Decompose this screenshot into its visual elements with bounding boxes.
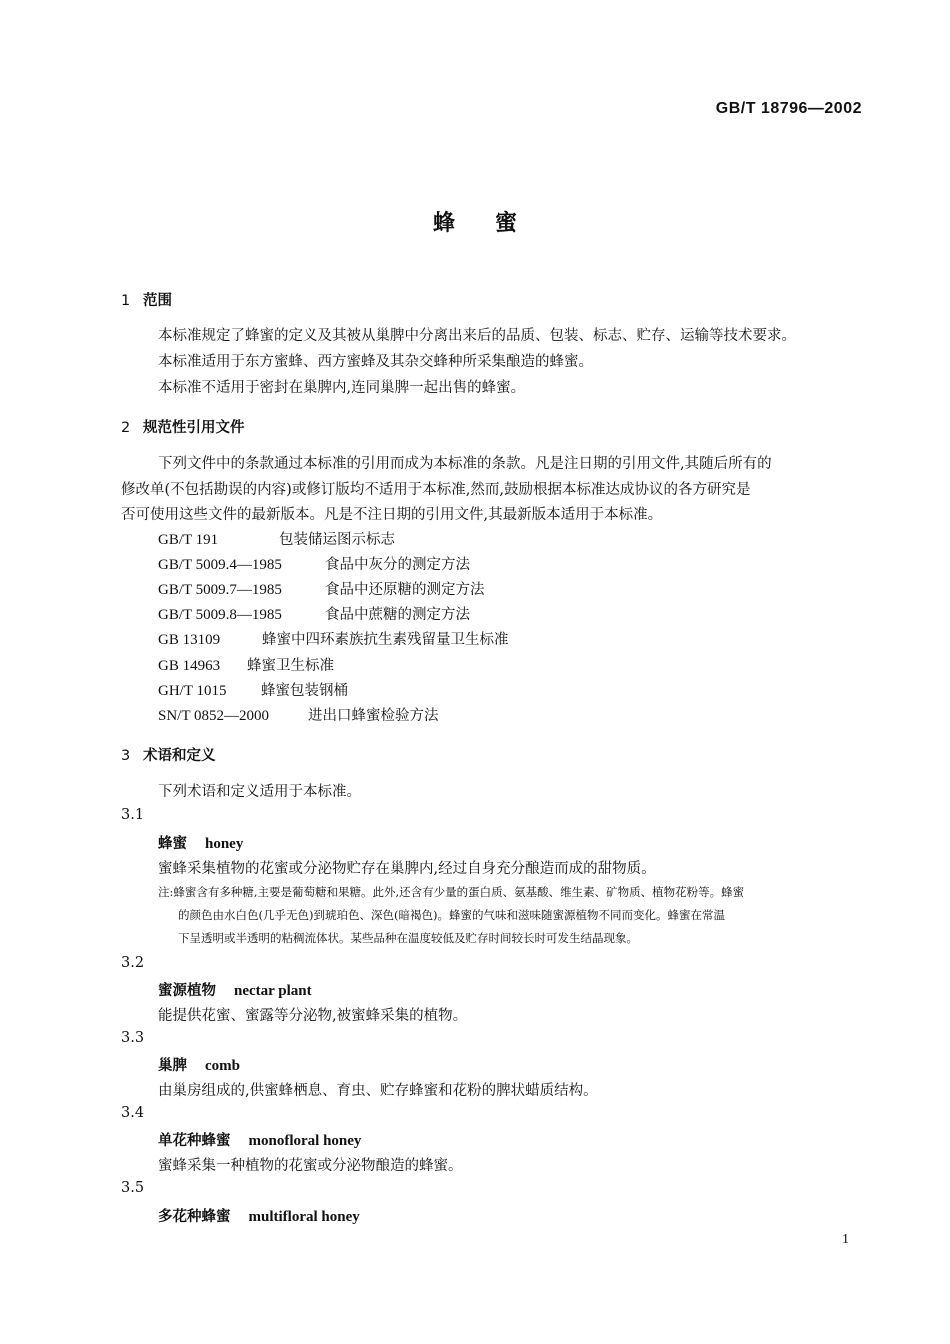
reference-code: GB 14963 <box>158 658 221 674</box>
reference-code: GB/T 5009.8—1985 <box>158 607 282 623</box>
term-zh: 蜂蜜 <box>158 836 187 852</box>
term-definition: 能提供花蜜、蜜露等分泌物,被蜜蜂采集的植物。 <box>158 1008 468 1024</box>
section-title: 术语和定义 <box>143 748 216 764</box>
reference-code: GB 13109 <box>158 632 221 648</box>
reference-code: GB/T 191 <box>158 532 219 548</box>
section-title: 范围 <box>143 293 172 309</box>
term-zh: 单花种蜂蜜 <box>158 1133 231 1149</box>
paragraph: 下列术语和定义适用于本标准。 <box>158 784 361 800</box>
term-number: 3.4 <box>121 1105 145 1121</box>
section-number: 1 <box>121 293 131 309</box>
term-en: multifloral honey <box>248 1209 360 1225</box>
note-line: 的颜色由水白色(几乎无色)到琥珀色、深色(暗褐色)。蜂蜜的气味和滋味随蜜源植物不同而变化。蜂蜜在常温 <box>178 908 725 922</box>
reference-item <box>158 528 395 549</box>
note-line: 下呈透明或半透明的粘稠流体状。某些品种在温度较低及贮存时间较长时可发生结晶现象。 <box>178 931 638 945</box>
term-en: comb <box>205 1058 240 1074</box>
reference-code: GB/T 5009.7—1985 <box>158 582 282 598</box>
reference-title: 蜂蜜卫生标准 <box>247 658 334 674</box>
reference-item <box>158 679 348 700</box>
reference-title: 进出口蜂蜜检验方法 <box>308 708 439 724</box>
section-title: 规范性引用文件 <box>143 420 245 436</box>
reference-title: 食品中蔗糖的测定方法 <box>325 607 470 623</box>
term-number: 3.2 <box>121 955 145 971</box>
reference-title: 食品中还原糖的测定方法 <box>325 582 485 598</box>
section-number: 2 <box>121 420 131 436</box>
section-1-heading <box>121 289 172 310</box>
section-3-heading <box>121 744 216 765</box>
term-en: nectar plant <box>234 983 312 999</box>
reference-title: 蜂蜜中四环素族抗生素残留量卫生标准 <box>262 632 509 648</box>
term-heading <box>158 832 243 853</box>
paragraph: 本标准不适用于密封在巢脾内,连同巢脾一起出售的蜂蜜。 <box>158 380 526 396</box>
reference-code: SN/T 0852—2000 <box>158 708 269 724</box>
reference-item <box>158 654 334 675</box>
reference-title: 食品中灰分的测定方法 <box>325 557 470 573</box>
reference-item <box>158 553 470 574</box>
reference-title: 包装储运图示标志 <box>279 532 395 548</box>
term-heading <box>158 979 312 1000</box>
term-zh: 巢脾 <box>158 1058 187 1074</box>
page-number: 1 <box>842 1232 849 1247</box>
note-line: 注:蜂蜜含有多种糖,主要是葡萄糖和果糖。此外,还含有少量的蛋白质、氨基酸、维生素、矿物质、植物花粉等。蜂蜜 <box>158 885 745 899</box>
term-definition: 蜜蜂采集一种植物的花蜜或分泌物酿造的蜂蜜。 <box>158 1158 463 1174</box>
term-definition: 由巢房组成的,供蜜蜂栖息、育虫、贮存蜂蜜和花粉的脾状蜡质结构。 <box>158 1083 598 1099</box>
term-heading <box>158 1205 360 1226</box>
paragraph-line: 下列文件中的条款通过本标准的引用而成为本标准的条款。凡是注日期的引用文件,其随后所有的 <box>158 456 772 472</box>
document-title: 蜂蜜 <box>432 211 557 236</box>
paragraph-line: 否可使用这些文件的最新版本。凡是不注日期的引用文件,其最新版本适用于本标准。 <box>121 507 663 523</box>
reference-code: GH/T 1015 <box>158 683 227 699</box>
reference-item <box>158 704 439 725</box>
term-number: 3.3 <box>121 1030 145 1046</box>
term-zh: 多花种蜂蜜 <box>158 1209 231 1225</box>
paragraph-line: 修改单(不包括勘误的内容)或修订版均不适用于本标准,然而,鼓励根据本标准达成协议的各方研究是 <box>121 482 751 498</box>
paragraph: 本标准规定了蜂蜜的定义及其被从巢脾中分离出来后的品质、包装、标志、贮存、运输等技术要求。 <box>158 328 796 344</box>
reference-item <box>158 603 470 624</box>
term-definition: 蜜蜂采集植物的花蜜或分泌物贮存在巢脾内,经过自身充分酿造而成的甜物质。 <box>158 861 656 877</box>
term-en: honey <box>205 836 244 852</box>
reference-title: 蜂蜜包装钢桶 <box>261 683 348 699</box>
reference-item <box>158 628 509 649</box>
term-number: 3.5 <box>121 1180 145 1196</box>
reference-code: GB/T 5009.4—1985 <box>158 557 282 573</box>
section-2-heading <box>121 416 245 437</box>
term-en: monofloral honey <box>248 1133 362 1149</box>
section-number: 3 <box>121 748 131 764</box>
term-zh: 蜜源植物 <box>158 983 216 999</box>
term-number: 3.1 <box>121 807 145 823</box>
term-heading <box>158 1054 240 1075</box>
reference-item <box>158 578 485 599</box>
standard-code: GB/T 18796—2002 <box>715 100 862 117</box>
term-heading <box>158 1129 361 1150</box>
paragraph: 本标准适用于东方蜜蜂、西方蜜蜂及其杂交蜂种所采集酿造的蜂蜜。 <box>158 354 593 370</box>
